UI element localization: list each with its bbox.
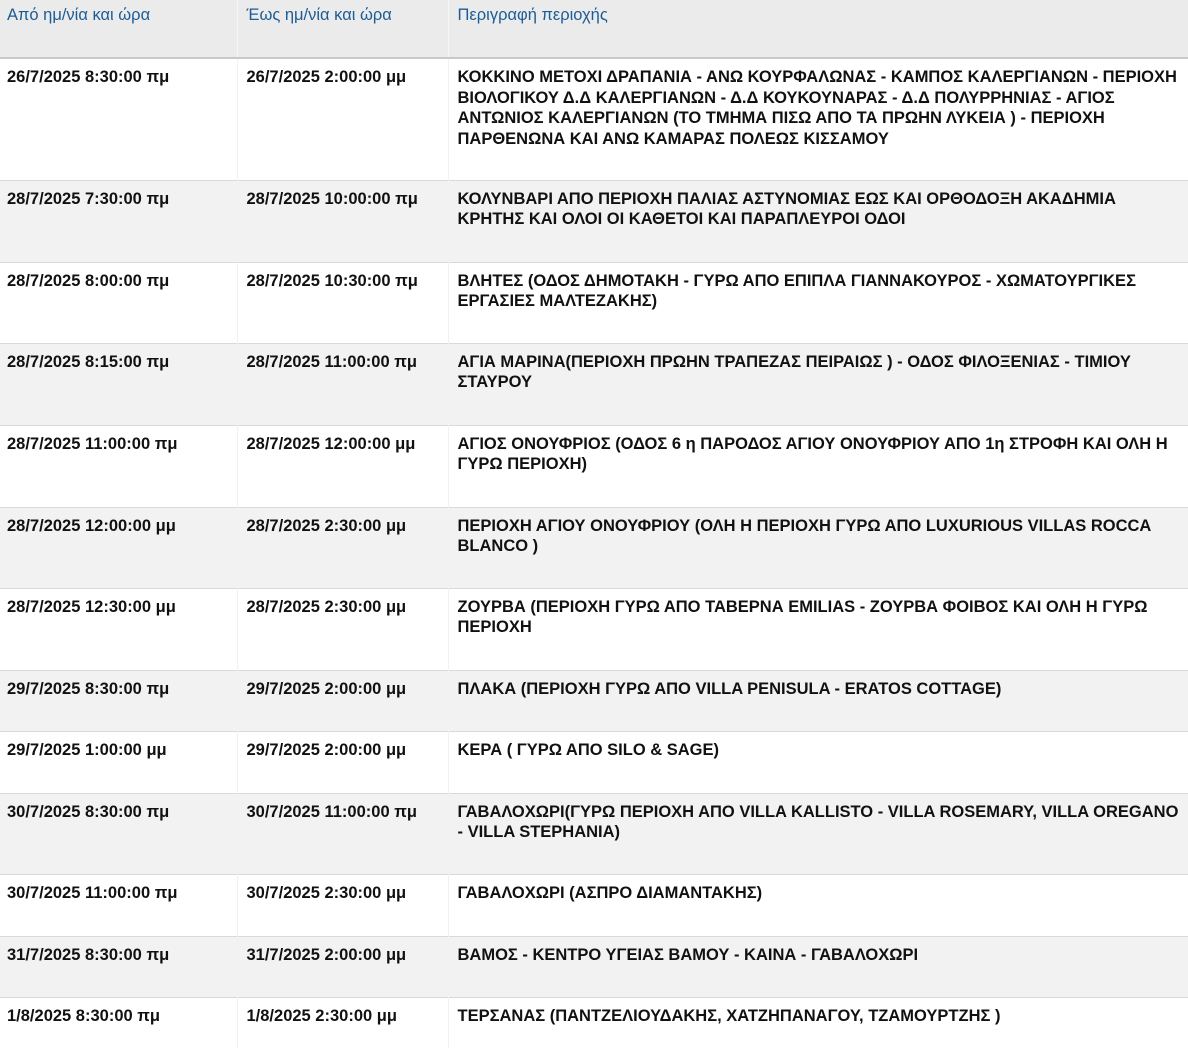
header-row (0, 0, 1188, 58)
cell-to: 1/8/2025 2:30:00 μμ (237, 997, 448, 1048)
cell-area: ΓΑΒΑΛΟΧΩΡΙ(ΓΥΡΩ ΠΕΡΙΟΧΗ ΑΠΟ VILLA KALLISTO - VILLA ROSEMARY, VILLA OREGANO - VILLA STEPHANIA) (448, 793, 1188, 874)
cell-to: 28/7/2025 2:30:00 μμ (237, 588, 448, 670)
table-row (0, 793, 1188, 874)
cell-area: ΚΟΛΥΝΒΑΡΙ ΑΠΟ ΠΕΡΙΟΧΗ ΠΑΛΙΑΣ ΑΣΤΥΝΟΜΙΑΣ ΕΩΣ ΚΑΙ ΟΡΘΟΔΟΞΗ ΑΚΑΔΗΜΙΑ ΚΡΗΤΗΣ ΚΑΙ ΟΛΟΙ ΟΙ ΚΑΘΕΤΟΙ ΚΑΙ ΠΑΡΑΠΛΕΥΡΟΙ ΟΔΟΙ (448, 180, 1188, 262)
table-row (0, 262, 1188, 343)
table-row (0, 874, 1188, 936)
cell-from: 28/7/2025 12:00:00 μμ (0, 507, 237, 588)
cell-area: ΚΕΡΑ ( ΓΥΡΩ ΑΠΟ SILO & SAGE) (448, 731, 1188, 793)
cell-from: 28/7/2025 12:30:00 μμ (0, 588, 237, 670)
table-row (0, 997, 1188, 1048)
cell-area: ΠΛΑΚΑ (ΠΕΡΙΟΧΗ ΓΥΡΩ ΑΠΟ VILLA PENISULA - ERATOS COTTAGE) (448, 670, 1188, 731)
table-row (0, 670, 1188, 731)
cell-from: 29/7/2025 8:30:00 πμ (0, 670, 237, 731)
cell-area: ΒΛΗΤΕΣ (ΟΔΟΣ ΔΗΜΟΤΑΚΗ - ΓΥΡΩ ΑΠΟ ΕΠΙΠΛΑ ΓΙΑΝΝΑΚΟΥΡΟΣ - ΧΩΜΑΤΟΥΡΓΙΚΕΣ ΕΡΓΑΣΙΕΣ ΜΑΛΤΕΖΑΚΗΣ) (448, 262, 1188, 343)
table-row (0, 588, 1188, 670)
cell-to: 30/7/2025 11:00:00 πμ (237, 793, 448, 874)
cell-area: ΓΑΒΑΛΟΧΩΡΙ (ΑΣΠΡΟ ΔΙΑΜΑΝΤΑΚΗΣ) (448, 874, 1188, 936)
table-body (0, 58, 1188, 1048)
cell-to: 28/7/2025 10:00:00 πμ (237, 180, 448, 262)
cell-area: ΠΕΡΙΟΧΗ ΑΓΙΟΥ ΟΝΟΥΦΡΙΟΥ (ΟΛΗ Η ΠΕΡΙΟΧΗ ΓΥΡΩ ΑΠΟ LUXURIOUS VILLAS ROCCA BLANCO ) (448, 507, 1188, 588)
table-row (0, 425, 1188, 507)
cell-area: ΚΟΚΚΙΝΟ ΜΕΤΟΧΙ ΔΡΑΠΑΝΙΑ - ΑΝΩ ΚΟΥΡΦΑΛΩΝΑΣ - ΚΑΜΠΟΣ ΚΑΛΕΡΓΙΑΝΩΝ - ΠΕΡΙΟΧΗ ΒΙΟΛΟΓΙΚΟΥ Δ.Δ ΚΑΛΕΡΓΙΑΝΩΝ - Δ.Δ ΚΟΥΚΟΥΝΑΡΑΣ - Δ.Δ ΠΟΛΥΡΡΗΝΙΑΣ - ΑΓΙΟΣ ΑΝΤΩΝΙΟΣ ΚΑΛΕΡΓΙΑΝΩΝ (ΤΟ ΤΜΗΜΑ ΠΙΣΩ ΑΠΟ ΤΑ ΠΡΩΗΝ ΛΥΚΕΙΑ ) - ΠΕΡΙΟΧΗ ΠΑΡΘΕΝΩΝΑ ΚΑΙ ΑΝΩ ΚΑΜΑΡΑΣ ΠΟΛΕΩΣ ΚΙΣΣΑΜΟΥ (448, 58, 1188, 180)
cell-to: 28/7/2025 11:00:00 πμ (237, 343, 448, 425)
cell-area: ΑΓΙΑ ΜΑΡΙΝΑ(ΠΕΡΙΟΧΗ ΠΡΩΗΝ ΤΡΑΠΕΖΑΣ ΠΕΙΡΑΙΩΣ ) - ΟΔΟΣ ΦΙΛΟΞΕΝΙΑΣ - ΤΙΜΙΟΥ ΣΤΑΥΡΟΥ (448, 343, 1188, 425)
cell-to: 26/7/2025 2:00:00 μμ (237, 58, 448, 180)
table-row (0, 180, 1188, 262)
cell-to: 29/7/2025 2:00:00 μμ (237, 670, 448, 731)
cell-from: 31/7/2025 8:30:00 πμ (0, 936, 237, 997)
cell-area: ΤΕΡΣΑΝΑΣ (ΠΑΝΤΖΕΛΙΟΥΔΑΚΗΣ, ΧΑΤΖΗΠΑΝΑΓΟΥ, ΤΖΑΜΟΥΡΤΖΗΣ ) (448, 997, 1188, 1048)
cell-to: 28/7/2025 10:30:00 πμ (237, 262, 448, 343)
cell-area: ΑΓΙΟΣ ΟΝΟΥΦΡΙΟΣ (ΟΔΟΣ 6 η ΠΑΡΟΔΟΣ ΑΓΙΟΥ ΟΝΟΥΦΡΙΟΥ ΑΠΟ 1η ΣΤΡΟΦΗ ΚΑΙ ΟΛΗ Η ΓΥΡΩ ΠΕΡΙΟΧΗ) (448, 425, 1188, 507)
cell-from: 29/7/2025 1:00:00 μμ (0, 731, 237, 793)
cell-from: 28/7/2025 11:00:00 πμ (0, 425, 237, 507)
table-row (0, 507, 1188, 588)
cell-from: 28/7/2025 8:00:00 πμ (0, 262, 237, 343)
cell-to: 31/7/2025 2:00:00 μμ (237, 936, 448, 997)
cell-from: 30/7/2025 11:00:00 πμ (0, 874, 237, 936)
table-row (0, 936, 1188, 997)
cell-to: 29/7/2025 2:00:00 μμ (237, 731, 448, 793)
cell-from: 26/7/2025 8:30:00 πμ (0, 58, 237, 180)
cell-from: 28/7/2025 7:30:00 πμ (0, 180, 237, 262)
cell-to: 30/7/2025 2:30:00 μμ (237, 874, 448, 936)
column-header-to[interactable]: Έως ημ/νία και ώρα (237, 0, 448, 58)
cell-area: ΖΟΥΡΒΑ (ΠΕΡΙΟΧΗ ΓΥΡΩ ΑΠΟ ΤΑΒΕΡΝΑ EMILIAS - ΖΟΥΡΒΑ ΦΟΙΒΟΣ ΚΑΙ ΟΛΗ Η ΓΥΡΩ ΠΕΡΙΟΧΗ (448, 588, 1188, 670)
column-header-area[interactable]: Περιγραφή περιοχής (448, 0, 1188, 58)
column-header-from[interactable]: Από ημ/νία και ώρα (0, 0, 237, 58)
table-row (0, 731, 1188, 793)
table-row (0, 58, 1188, 180)
cell-from: 28/7/2025 8:15:00 πμ (0, 343, 237, 425)
cell-area: ΒΑΜΟΣ - ΚΕΝΤΡΟ ΥΓΕΙΑΣ ΒΑΜΟΥ - ΚΑΙΝΑ - ΓΑΒΑΛΟΧΩΡΙ (448, 936, 1188, 997)
cell-from: 30/7/2025 8:30:00 πμ (0, 793, 237, 874)
table-header (0, 0, 1188, 58)
cell-from: 1/8/2025 8:30:00 πμ (0, 997, 237, 1048)
table-row (0, 343, 1188, 425)
cell-to: 28/7/2025 12:00:00 μμ (237, 425, 448, 507)
cell-to: 28/7/2025 2:30:00 μμ (237, 507, 448, 588)
